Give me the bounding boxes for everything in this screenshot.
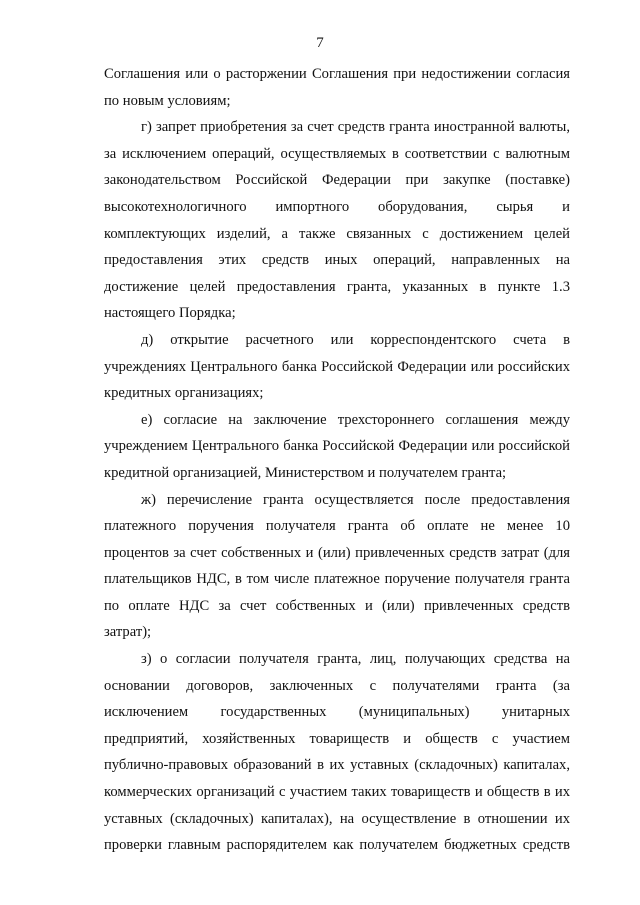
document-body (104, 61, 570, 859)
paragraph-zh-grant-transfer: ж) перечисление гранта осуществляется после предоставления платежного поручения получателя гранта об оплате не менее 10 процентов за счет собственных и (или) привлеченных средств затрат (для плательщиков НДС, в том числе платежное поручение получателя гранта по оплате НДС за счет собственных и (или) привлеченных средств затрат); (104, 491, 570, 641)
paragraph-d-account-opening: д) открытие расчетного или корреспондентского счета в учреждениях Центрального банка Российской Федерации или российских кредитных организациях; (104, 331, 570, 402)
paragraph-z-consent-inspection: з) о согласии получателя гранта, лиц, получающих средства на основании договоров, заключенных с получателями гранта (за исключением государственных (муниципальных) унитарных предприятий, хозяйственных товариществ и обществ с участием публично-правовых образований в их уставных (складочных) капиталах, коммерческих организаций с участием таких товариществ и обществ в их уставных (складочных) капиталах), на осуществление в отношении их проверки главным распорядителем как получателем бюджетных средств (104, 651, 570, 854)
paragraph-g-currency-ban: г) запрет приобретения за счет средств гранта иностранной валюты, за исключением операций, осуществляемых в соответствии с валютным законодательством Российской Федерации при закупке (поставке) высокотехнологичного импортного оборудования, сырья и комплектующих изделий, а также связанных с достижением целей предоставления этих средств иных операций, направленных на достижение целей предоставления гранта, указанных в пункте 1.3 настоящего Порядка; (104, 119, 570, 322)
paragraph-agreement-continuation: Соглашения или о расторжении Соглашения при недостижении согласия по новым условиям; (104, 66, 570, 109)
page-number: 7 (316, 35, 324, 51)
paragraph-e-tripartite-agreement: е) согласие на заключение трехстороннего соглашения между учреждением Центрального банка Российской Федерации или российской кредитной организацией, Министерством и получателем гранта; (104, 411, 570, 481)
